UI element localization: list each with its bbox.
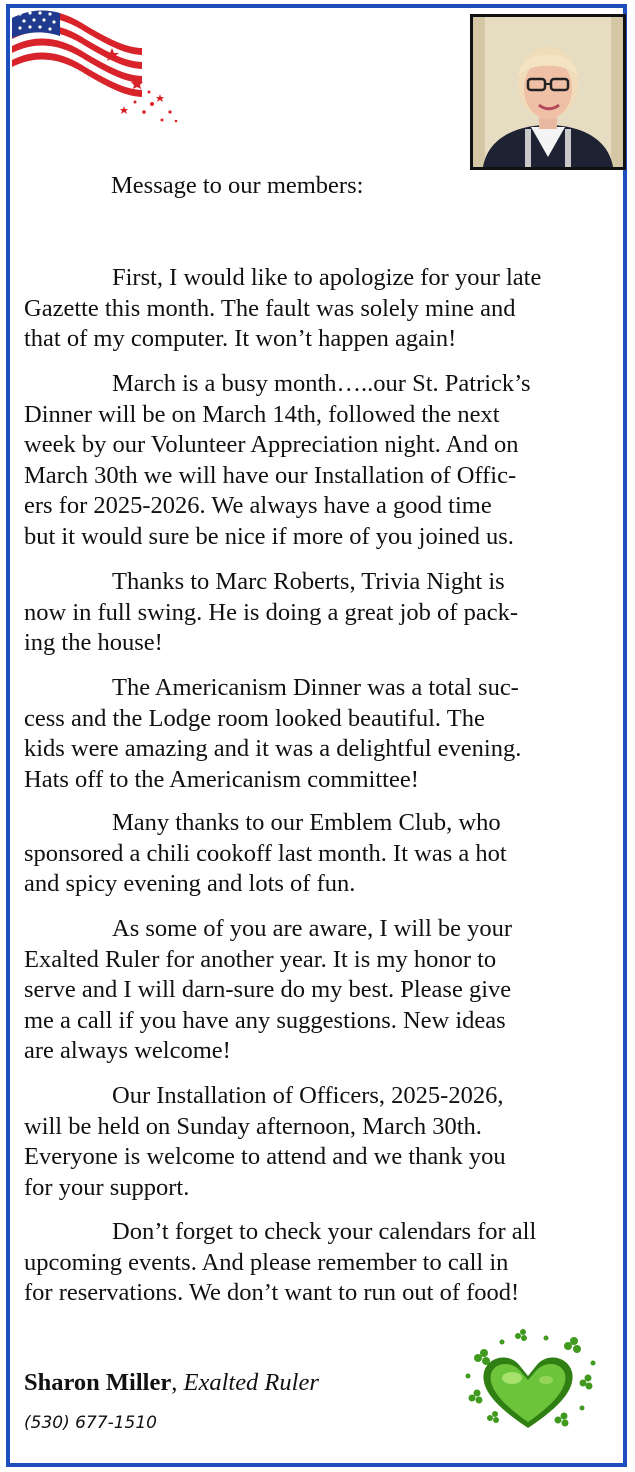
paragraph-line: Many thanks to our Emblem Club, who bbox=[112, 809, 501, 836]
paragraph-line: The Americanism Dinner was a total suc- bbox=[112, 674, 519, 701]
paragraph-line: March is a busy month…..our St. Patrick’s bbox=[112, 370, 531, 397]
paragraph-line: but it would sure be nice if more of you joined us. bbox=[24, 522, 514, 550]
paragraph-line: Hats off to the Americanism committee! bbox=[24, 765, 419, 793]
signature-line bbox=[24, 1368, 319, 1399]
signer-name: Sharon Miller bbox=[24, 1369, 172, 1396]
paragraph-line: cess and the Lodge room looked beautiful. The bbox=[24, 704, 485, 732]
message-paragraph bbox=[24, 567, 624, 659]
newsletter-frame bbox=[6, 4, 627, 1467]
paragraph-line: Our Installation of Officers, 2025-2026, bbox=[112, 1082, 504, 1109]
paragraph-line: kids were amazing and it was a delightful evening. bbox=[24, 735, 522, 762]
phone-number: (530) 677-1510 bbox=[24, 1413, 157, 1433]
paragraph-line: are always welcome! bbox=[24, 1037, 231, 1064]
paragraph-line: March 30th we will have our Installation of Offic- bbox=[24, 461, 517, 489]
paragraph-line: week by our Volunteer Appreciation night. And on bbox=[24, 431, 519, 458]
paragraph-line: First, I would like to apologize for your late bbox=[112, 264, 542, 291]
paragraph-line: and spicy evening and lots of fun. bbox=[24, 870, 356, 897]
paragraph-line: Dinner will be on March 14th, followed the next bbox=[24, 400, 500, 428]
paragraph-line: serve and I will darn-sure do my best. Please give bbox=[24, 976, 512, 1003]
green-shamrock-heart-icon bbox=[458, 1328, 598, 1438]
message-paragraph bbox=[24, 263, 624, 355]
paragraph-line: Exalted Ruler for another year. It is my honor to bbox=[24, 945, 497, 973]
paragraph-line: Gazette this month. The fault was solely mine and bbox=[24, 294, 516, 322]
message-paragraph bbox=[24, 369, 624, 552]
paragraph-line: upcoming events. And please remember to call in bbox=[24, 1248, 509, 1276]
paragraph-line: that of my computer. It won’t happen again! bbox=[24, 325, 457, 352]
greeting-heading: Message to our members: bbox=[111, 172, 364, 199]
portrait-icon bbox=[473, 17, 623, 167]
paragraph-line: Thanks to Marc Roberts, Trivia Night is bbox=[112, 568, 505, 595]
message-paragraph bbox=[24, 1217, 624, 1309]
paragraph-line: for your support. bbox=[24, 1173, 190, 1201]
paragraph-line: ers for 2025-2026. We always have a good time bbox=[24, 492, 492, 519]
paragraph-line: me a call if you have any suggestions. New ideas bbox=[24, 1006, 506, 1034]
paragraph-line: for reservations. We don’t want to run out of food! bbox=[24, 1279, 520, 1306]
message-paragraph bbox=[24, 808, 624, 900]
member-portrait-photo bbox=[470, 14, 626, 170]
signature-separator: , bbox=[171, 1369, 184, 1396]
american-flag-icon bbox=[12, 8, 187, 133]
message-paragraph bbox=[24, 914, 624, 1067]
paragraph-line: ing the house! bbox=[24, 629, 163, 656]
paragraph-line: now in full swing. He is doing a great job of pack- bbox=[24, 598, 518, 626]
paragraph-line: Everyone is welcome to attend and we thank you bbox=[24, 1143, 506, 1170]
signer-title: Exalted Ruler bbox=[183, 1369, 319, 1396]
message-paragraph bbox=[24, 673, 624, 795]
paragraph-line: sponsored a chili cookoff last month. It was a hot bbox=[24, 839, 507, 867]
message-paragraph bbox=[24, 1081, 624, 1203]
paragraph-line: will be held on Sunday afternoon, March 30th. bbox=[24, 1112, 482, 1140]
paragraph-line: As some of you are aware, I will be your bbox=[112, 915, 513, 942]
paragraph-line: Don’t forget to check your calendars for all bbox=[112, 1218, 537, 1245]
